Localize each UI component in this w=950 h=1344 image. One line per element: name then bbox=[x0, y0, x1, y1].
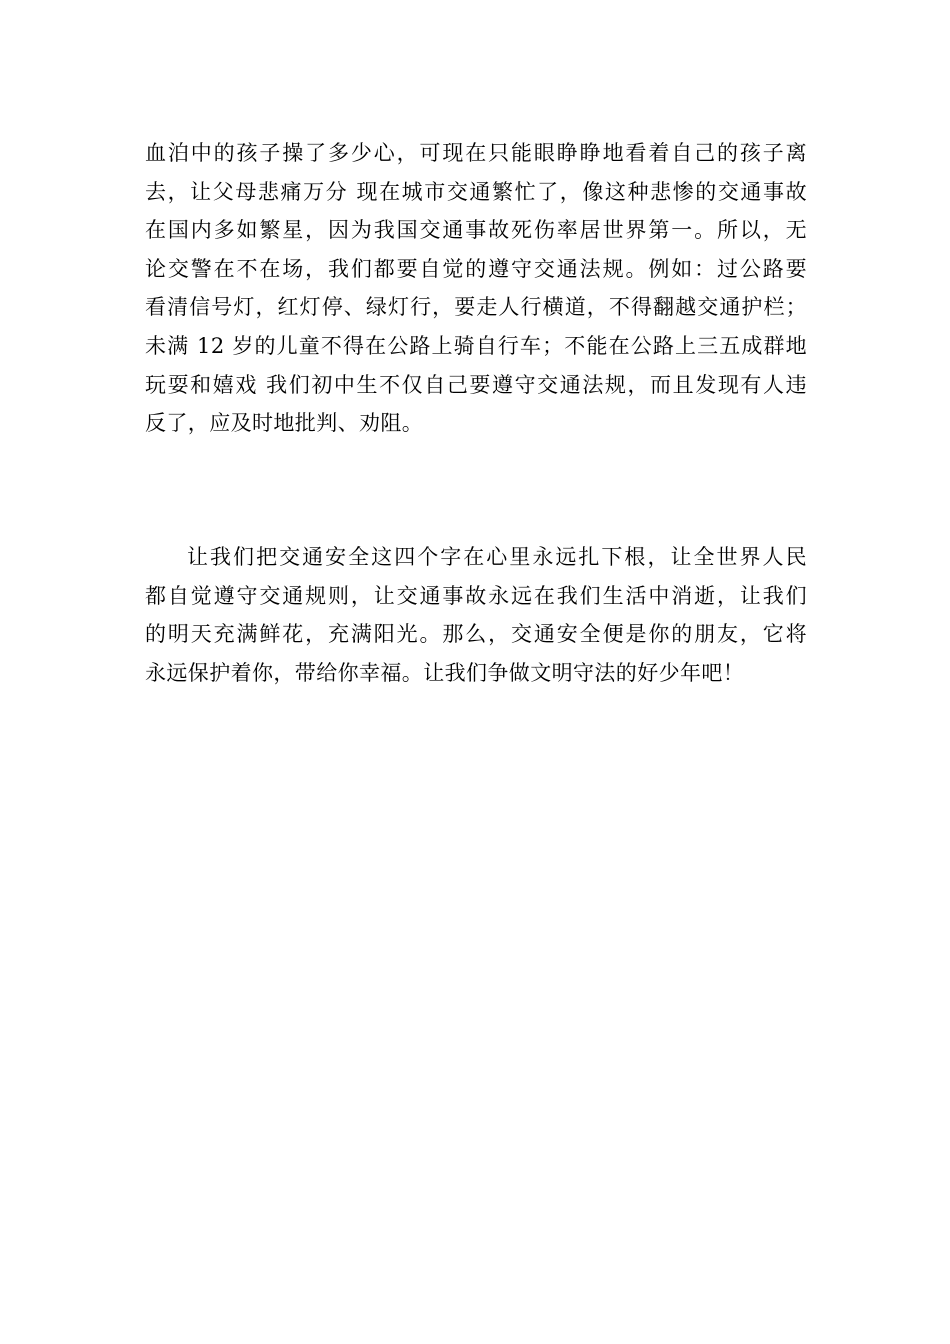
paragraph-line: 去，让父母悲痛万分 现在城市交通繁忙了，像这种悲惨的交通事故 bbox=[145, 179, 807, 204]
paragraph-line: 论交警在不在场，我们都要自觉的遵守交通法规。例如：过公路要 bbox=[145, 256, 807, 281]
paragraph-line: 让我们把交通安全这四个字在心里永远扎下根，让全世界人民 bbox=[187, 545, 807, 569]
paragraph-line: 永远保护着你，带给你幸福。让我们争做文明守法的好少年吧！ bbox=[145, 660, 745, 685]
paragraph-line: 在国内多如繁星，因为我国交通事故死伤率居世界第一。所以，无 bbox=[145, 218, 807, 243]
paragraph-1 bbox=[145, 134, 807, 443]
paragraph-line: 的明天充满鲜花，充满阳光。那么，交通安全便是你的朋友，它将 bbox=[145, 622, 807, 647]
paragraph-line: 看清信号灯，红灯停、绿灯行，要走人行横道，不得翻越交通护栏； bbox=[145, 295, 807, 320]
paragraph-line: 都自觉遵守交通规则，让交通事故永远在我们生活中消逝，让我们 bbox=[145, 583, 807, 608]
paragraph-line: 玩耍和嬉戏 我们初中生不仅自己要遵守交通法规，而且发现有人违 bbox=[145, 372, 807, 397]
paragraph-line: 血泊中的孩子操了多少心，可现在只能眼睁睁地看着自己的孩子离 bbox=[145, 141, 807, 165]
paragraph-line: 反了，应及时地批判、劝阻。 bbox=[145, 411, 424, 436]
paragraph-2 bbox=[145, 538, 807, 692]
paragraph-line: 未满 12 岁的儿童不得在公路上骑自行车；不能在公路上三五成群地 bbox=[145, 333, 807, 358]
